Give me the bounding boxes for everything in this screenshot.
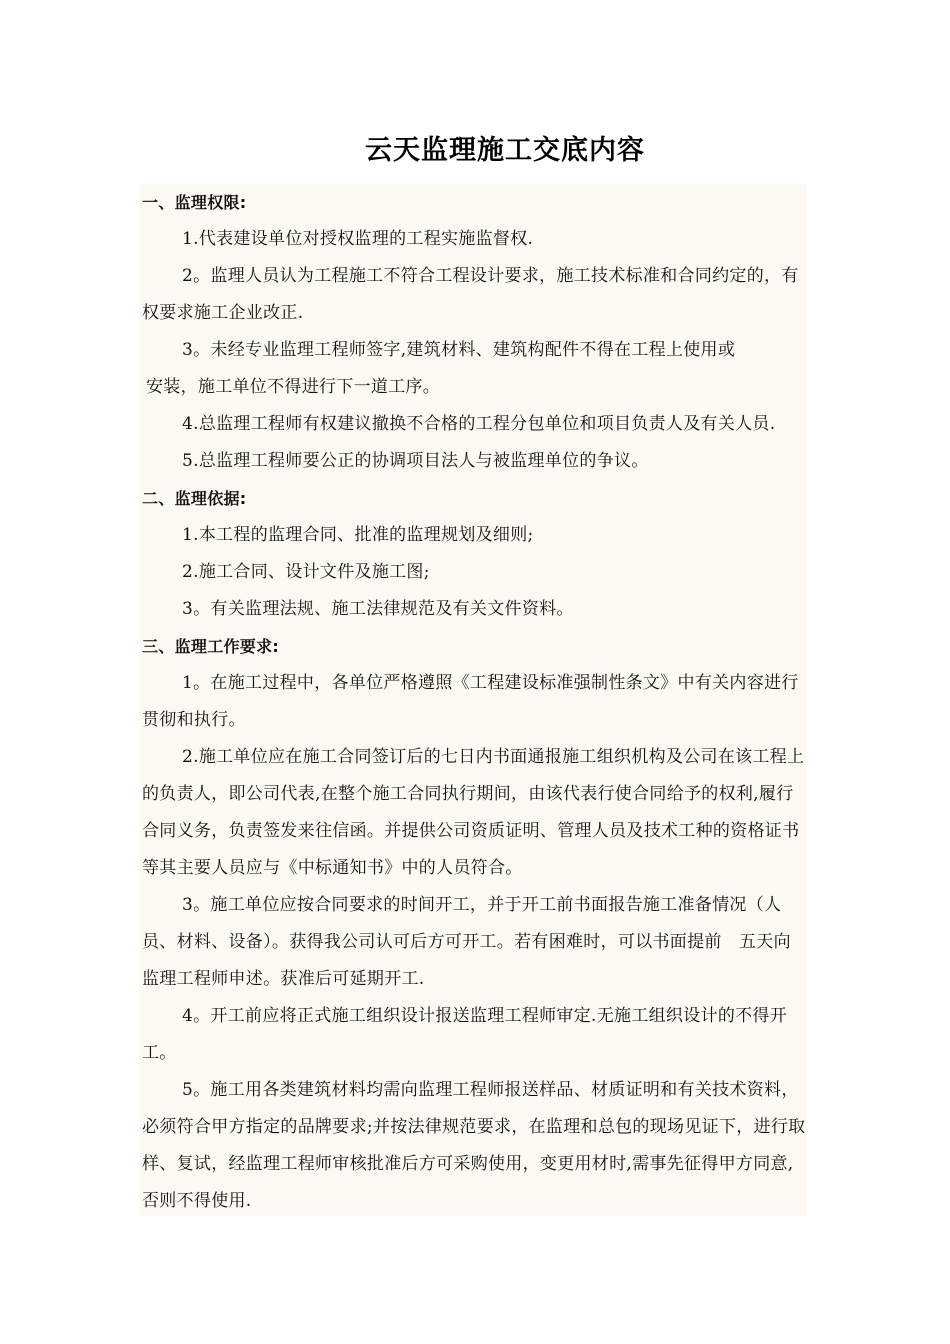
list-item: 4。开工前应将正式施工组织设计报送监理工程师审定.无施工组织设计的不得开工。 (142, 1006, 788, 1063)
list-item: 2.施工单位应在施工合同签订后的七日内书面通报施工组织机构及公司在该工程上的负责人，即公司代表,在整个施工合同执行期间，由该代表行使合同给予的权利,履行合同义务，负责签发来往信函。并提供公司资质证明、管理人员及技术工种的资格证书等其主要人员应与《中标通知书》中的人员符合。 (142, 747, 805, 878)
list-item: 1.本工程的监理合同、批准的监理规划及细则; (182, 525, 534, 545)
list-item-line: 安装，施工单位不得进行下一道工序。 (146, 377, 441, 397)
list-item: 4.总监理工程师有权建议撤换不合格的工程分包单位和项目负责人及有关人员. (182, 414, 776, 434)
list-item: 5。施工用各类建筑材料均需向监理工程师报送样品、材质证明和有关技术资料，必须符合甲方指定的品牌要求;并按法律规范要求，在监理和总包的现场见证下，进行取样、复试，经监理工程师审核批准后方可采购使用，变更用材时,需事先征得甲方同意,否则不得使用. (142, 1080, 806, 1211)
section-heading: 一、监理权限: (142, 193, 247, 212)
list-item (140, 332, 806, 406)
page-title: 云天监理施工交底内容 (365, 135, 645, 166)
section-heading: 三、监理工作要求: (142, 637, 280, 656)
list-item: 3。有关监理法规、施工法律规范及有关文件资料。 (182, 599, 574, 619)
list-item: 2.施工合同、设计文件及施工图; (182, 562, 430, 582)
list-item-line: 3。未经专业监理工程师签字,建筑材料、建筑构配件不得在工程上使用或 (182, 340, 736, 360)
list-item: 1.代表建设单位对授权监理的工程实施监督权. (182, 229, 534, 249)
list-item: 3。施工单位应按合同要求的时间开工，并于开工前书面报告施工准备情况（人员、材料、设备）。获得我公司认可后方可开工。若有困难时，可以书面提前 五天向监理工程师申述。获准后可延期开工. (142, 895, 791, 989)
section-heading: 二、监理依据: (142, 489, 247, 508)
list-item: 1。在施工过程中，各单位严格遵照《工程建设标准强制性条文》中有关内容进行贯彻和执行。 (142, 673, 799, 730)
list-item: 2。监理人员认为工程施工不符合工程设计要求，施工技术标准和合同约定的，有权要求施工企业改正. (142, 266, 799, 323)
document-body (140, 184, 806, 1216)
list-item: 5.总监理工程师要公正的协调项目法人与被监理单位的争议。 (182, 451, 649, 471)
